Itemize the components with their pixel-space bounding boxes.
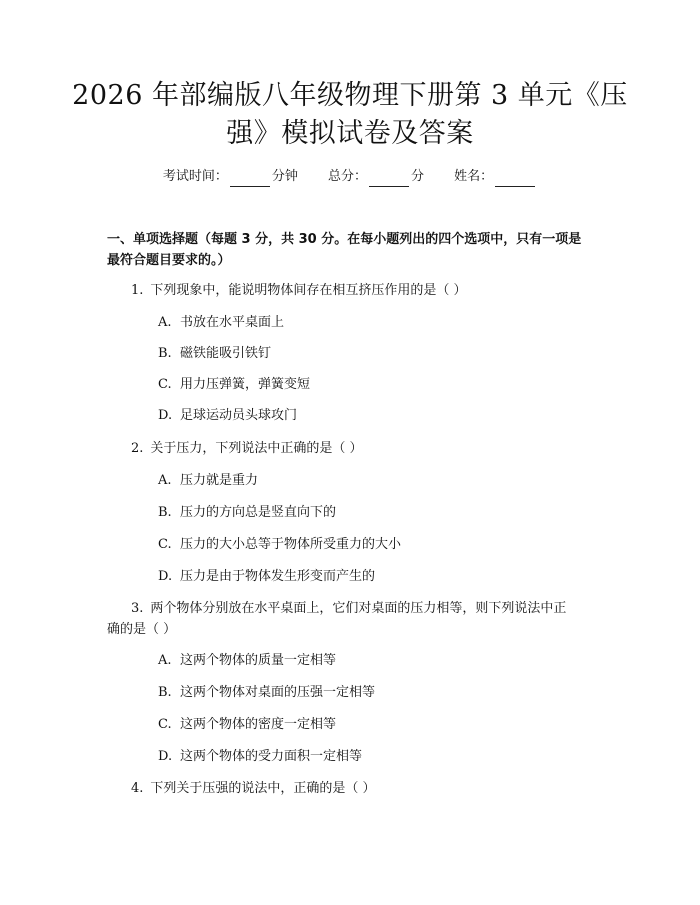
question-text: 关于压力，下列说法中正确的是（ ） bbox=[150, 441, 363, 456]
option-letter: D. bbox=[158, 749, 173, 764]
exam-time-field bbox=[163, 169, 302, 184]
student-name-field bbox=[454, 169, 537, 184]
option-letter: C. bbox=[158, 537, 172, 552]
question-2-option-d bbox=[158, 567, 375, 587]
question-1-option-d bbox=[158, 406, 297, 426]
question-4 bbox=[131, 779, 376, 799]
total-score-label: 总分： bbox=[327, 169, 367, 184]
total-score-blank bbox=[369, 172, 409, 187]
option-letter: A. bbox=[158, 653, 172, 668]
section-heading-line-1: 一、单项选择题（每题 3 分，共 30 分。在每小题列出的四个选项中，只有一项是 bbox=[107, 232, 582, 247]
option-text: 磁铁能吸引铁钉 bbox=[180, 346, 272, 361]
option-letter: C. bbox=[158, 717, 172, 732]
option-text: 这两个物体的受力面积一定相等 bbox=[180, 749, 363, 764]
question-number: 3. bbox=[131, 601, 144, 616]
total-score-field bbox=[328, 169, 428, 184]
student-name-label: 姓名： bbox=[454, 169, 494, 184]
option-text: 压力的大小总等于物体所受重力的大小 bbox=[180, 537, 402, 552]
page-title-line-1: 2026 年部编版八年级物理下册第 3 单元《压 bbox=[72, 80, 628, 111]
question-3-option-b bbox=[158, 683, 375, 703]
option-text: 压力就是重力 bbox=[180, 473, 259, 488]
option-text: 压力是由于物体发生形变而产生的 bbox=[180, 569, 376, 584]
page-title-line-2: 强》模拟试卷及答案 bbox=[226, 118, 474, 149]
option-letter: C. bbox=[158, 377, 172, 392]
option-letter: B. bbox=[158, 346, 172, 361]
question-2-option-a bbox=[158, 471, 258, 491]
option-text: 足球运动员头球攻门 bbox=[180, 408, 298, 423]
question-text-line-1: 两个物体分别放在水平桌面上，它们对桌面的压力相等，则下列说法中正 bbox=[150, 601, 567, 616]
question-3-continued bbox=[107, 620, 176, 640]
option-text: 这两个物体对桌面的压强一定相等 bbox=[180, 685, 376, 700]
option-text: 书放在水平桌面上 bbox=[180, 315, 285, 330]
option-text: 这两个物体的质量一定相等 bbox=[180, 653, 337, 668]
question-1 bbox=[131, 281, 467, 301]
section-heading-line-2: 最符合题目要求的。） bbox=[107, 253, 231, 268]
question-1-option-c bbox=[158, 375, 310, 395]
question-3 bbox=[131, 599, 566, 619]
question-1-option-b bbox=[158, 344, 271, 364]
option-letter: D. bbox=[158, 408, 173, 423]
question-text: 下列关于压强的说法中，正确的是（ ） bbox=[150, 781, 376, 796]
exam-time-unit: 分钟 bbox=[271, 169, 298, 184]
question-3-option-d bbox=[158, 747, 362, 767]
question-number: 2. bbox=[131, 441, 144, 456]
question-2-option-b bbox=[158, 503, 336, 523]
question-1-option-a bbox=[158, 313, 284, 333]
option-text: 压力的方向总是竖直向下的 bbox=[180, 505, 337, 520]
option-letter: B. bbox=[158, 505, 172, 520]
exam-meta bbox=[0, 167, 700, 187]
student-name-blank bbox=[495, 172, 535, 187]
exam-time-label: 考试时间： bbox=[162, 169, 228, 184]
option-letter: A. bbox=[158, 473, 172, 488]
question-2-option-c bbox=[158, 535, 401, 555]
question-2 bbox=[131, 439, 363, 459]
question-3-option-a bbox=[158, 651, 336, 671]
option-letter: A. bbox=[158, 315, 172, 330]
option-letter: B. bbox=[158, 685, 172, 700]
option-text: 用力压弹簧，弹簧变短 bbox=[180, 377, 311, 392]
option-text: 这两个物体的密度一定相等 bbox=[180, 717, 337, 732]
question-number: 1. bbox=[131, 283, 144, 298]
total-score-unit: 分 bbox=[411, 169, 425, 184]
option-letter: D. bbox=[158, 569, 173, 584]
question-number: 4. bbox=[131, 781, 144, 796]
question-3-option-c bbox=[158, 715, 336, 735]
question-text-line-2: 确的是（ ） bbox=[107, 622, 177, 637]
exam-time-blank bbox=[230, 172, 270, 187]
question-text: 下列现象中，能说明物体间存在相互挤压作用的是（ ） bbox=[150, 283, 467, 298]
